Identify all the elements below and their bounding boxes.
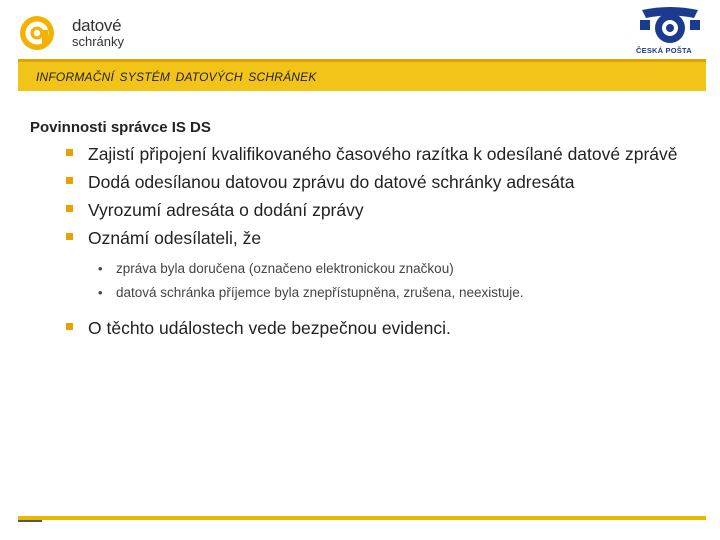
dot-bullet-icon: • xyxy=(98,261,103,276)
bullet-text: Dodá odesílanou datovou zprávu do datové schránky adresáta xyxy=(88,172,575,192)
sub-bullet-list xyxy=(98,257,686,305)
section-heading: Povinnosti správce IS DS xyxy=(30,119,211,136)
square-bullet-icon xyxy=(66,323,73,330)
list-item xyxy=(66,199,686,221)
sub-list-item xyxy=(98,281,686,305)
dot-bullet-icon: • xyxy=(98,285,103,300)
sub-bullet-text: zpráva byla doručena (označeno elektronickou značkou) xyxy=(116,261,454,276)
square-bullet-icon xyxy=(66,233,73,240)
square-bullet-icon xyxy=(66,177,73,184)
list-item xyxy=(66,317,686,339)
bullet-text: Zajistí připojení kvalifikovaného časového razítka k odesílané datové zprávě xyxy=(88,144,678,164)
logo-text-line2: schránky xyxy=(72,34,125,49)
sub-list-item xyxy=(98,257,686,281)
footer-accent-line xyxy=(18,520,42,522)
ceska-posta-logo xyxy=(632,6,708,58)
bullet-text: Oznámí odesílateli, že xyxy=(88,228,262,248)
ceska-posta-label: ČESKÁ POŠTA xyxy=(636,46,692,55)
bullet-list xyxy=(66,143,686,345)
square-bullet-icon xyxy=(66,149,73,156)
footer-line xyxy=(18,516,706,520)
list-item xyxy=(66,143,686,165)
post-horn-icon xyxy=(632,6,708,46)
sub-bullet-text: datová schránka příjemce byla znepřístupněna, zrušena, neexistuje. xyxy=(116,285,524,300)
list-item xyxy=(66,227,686,305)
band-title: INFORMAČNÍ SYSTÉM DATOVÝCH SCHRÁNEK xyxy=(36,70,317,84)
at-sign-icon xyxy=(18,14,70,52)
datove-schranky-logo xyxy=(18,14,128,52)
logo-text-line1: datové xyxy=(72,16,122,35)
bullet-text: O těchto událostech vede bezpečnou evidenci. xyxy=(88,318,451,338)
bullet-text: Vyrozumí adresáta o dodání zprávy xyxy=(88,200,364,220)
list-item xyxy=(66,171,686,193)
header-band xyxy=(18,59,706,91)
square-bullet-icon xyxy=(66,205,73,212)
